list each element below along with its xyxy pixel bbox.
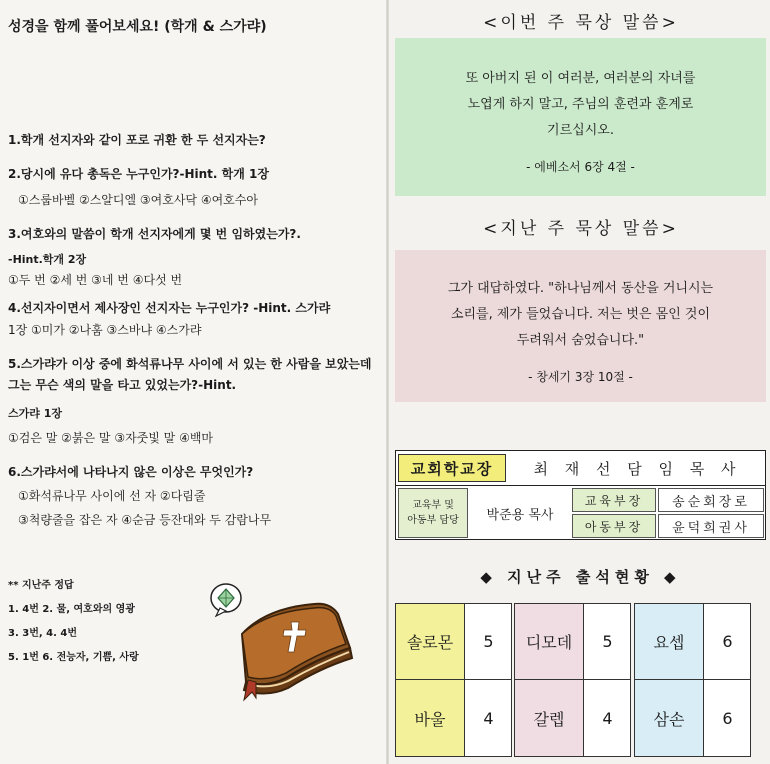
class-count: 6: [703, 604, 751, 680]
question-5-hint: 스가랴 1장: [8, 407, 62, 420]
class-count: 6: [703, 680, 751, 756]
class-count: 5: [464, 604, 512, 680]
class-count: 4: [464, 680, 512, 756]
answer-line-2: 3. 3번, 4. 4번: [8, 628, 77, 639]
attendance-card-3: [634, 603, 751, 757]
verse-line: 또 아버지 된 이 여러분, 여러분의 자녀를: [465, 71, 696, 86]
class-name: 삼손: [635, 680, 703, 756]
question-6-options-a: ①화석류나무 사이에 선 자 ②다림줄: [18, 489, 206, 503]
question-2: 2.당시에 유다 총독은 누구인가?-Hint. 학개 1장: [8, 167, 269, 181]
verse-line: 노엽게 하지 말고, 주님의 훈련과 훈계로: [467, 97, 694, 112]
question-6: 6.스가랴서에 나타나지 않은 이상은 무엇인가?: [8, 465, 254, 479]
question-5: 5.스가랴가 이상 중에 화석류나무 사이에 서 있는 한 사람을 보았는데 그는 무슨 색의 말을 타고 있었는가?-Hint.: [8, 357, 372, 392]
answer-line-3: 5. 1번 6. 전능자, 기쁨, 사랑: [8, 652, 139, 663]
this-week-verse-box: [395, 38, 766, 196]
verse-line: 두려워서 숨었습니다.": [516, 333, 645, 348]
edu-dept-label: [398, 488, 468, 538]
attendance-card-1: [395, 603, 512, 757]
question-1: 1.학개 선지자와 같이 포로 귀환 한 두 선지자는?: [8, 133, 266, 147]
edu-dept-value: 박준용 목사: [486, 507, 554, 523]
answer-line-1: 1. 4번 2. 물, 여호와의 영광: [8, 604, 135, 615]
class-count: 4: [583, 680, 631, 756]
last-week-reference: - 창세기 3장 10절 -: [528, 370, 633, 384]
question-2-options: ①스룹바벨 ②스알디엘 ③여호사닥 ④여호수아: [18, 193, 258, 207]
class-name: 갈렙: [515, 680, 583, 756]
role-value-edu-head: 송순회장로: [658, 488, 764, 512]
principal-label: 교회학교장: [398, 454, 506, 482]
question-5-options: ①검은 말 ②붉은 말 ③자줏빛 말 ④백마: [8, 431, 214, 445]
class-name: 바울: [396, 680, 464, 756]
role-label-children-head: 아동부장: [572, 514, 656, 538]
staff-table: [395, 450, 766, 540]
role-label-edu-head: 교육부장: [572, 488, 656, 512]
page-fold: [386, 0, 389, 764]
last-week-heading: <지난 주 묵상 말씀>: [483, 219, 679, 239]
edu-label-line-1: 교육부 및: [412, 500, 454, 511]
question-3-hint: -Hint.학개 2장: [8, 253, 87, 266]
class-count: 5: [583, 604, 631, 680]
last-week-verse-box: [395, 250, 766, 402]
attendance-card-2: [514, 603, 631, 757]
class-name: 디모데: [515, 604, 583, 680]
class-name: 요셉: [635, 604, 703, 680]
role-value-children-head: 윤덕희권사: [658, 514, 764, 538]
verse-line: 기르십시오.: [547, 123, 614, 138]
this-week-reference: - 에베소서 6장 4절 -: [526, 160, 635, 174]
principal-value: 최 재 선 담 임 목 사: [533, 459, 742, 478]
question-3: 3.여호와의 말씀이 학개 선지자에게 몇 번 임하였는가?.: [8, 227, 301, 241]
question-3-options: ①두 번 ②세 번 ③네 번 ④다섯 번: [8, 273, 183, 287]
quiz-title: 성경을 함께 풀어보세요! (학개 & 스가랴): [8, 19, 267, 35]
question-4: 4.선지자이면서 제사장인 선지자는 누구인가? -Hint. 스가랴: [8, 301, 331, 315]
attendance-heading: ◆ 지난주 출석현황 ◆: [480, 568, 681, 586]
class-name: 솔로몬: [396, 604, 464, 680]
question-6-options-b: ③척량줄을 잡은 자 ④순금 등잔대와 두 감람나무: [18, 513, 272, 527]
verse-line: 그가 대답하였다. "하나님께서 동산을 거니시는: [447, 281, 714, 296]
answers-title: ** 지난주 정답: [8, 580, 74, 591]
bible-icon: [206, 578, 358, 702]
verse-line: 소리를, 제가 들었습니다. 저는 벗은 몸인 것이: [450, 307, 711, 322]
question-4-options: 1장 ①미가 ②나훔 ③스바냐 ④스가랴: [8, 323, 202, 337]
edu-label-line-2: 아동부 담당: [407, 515, 459, 526]
this-week-heading: <이번 주 묵상 말씀>: [483, 13, 679, 33]
